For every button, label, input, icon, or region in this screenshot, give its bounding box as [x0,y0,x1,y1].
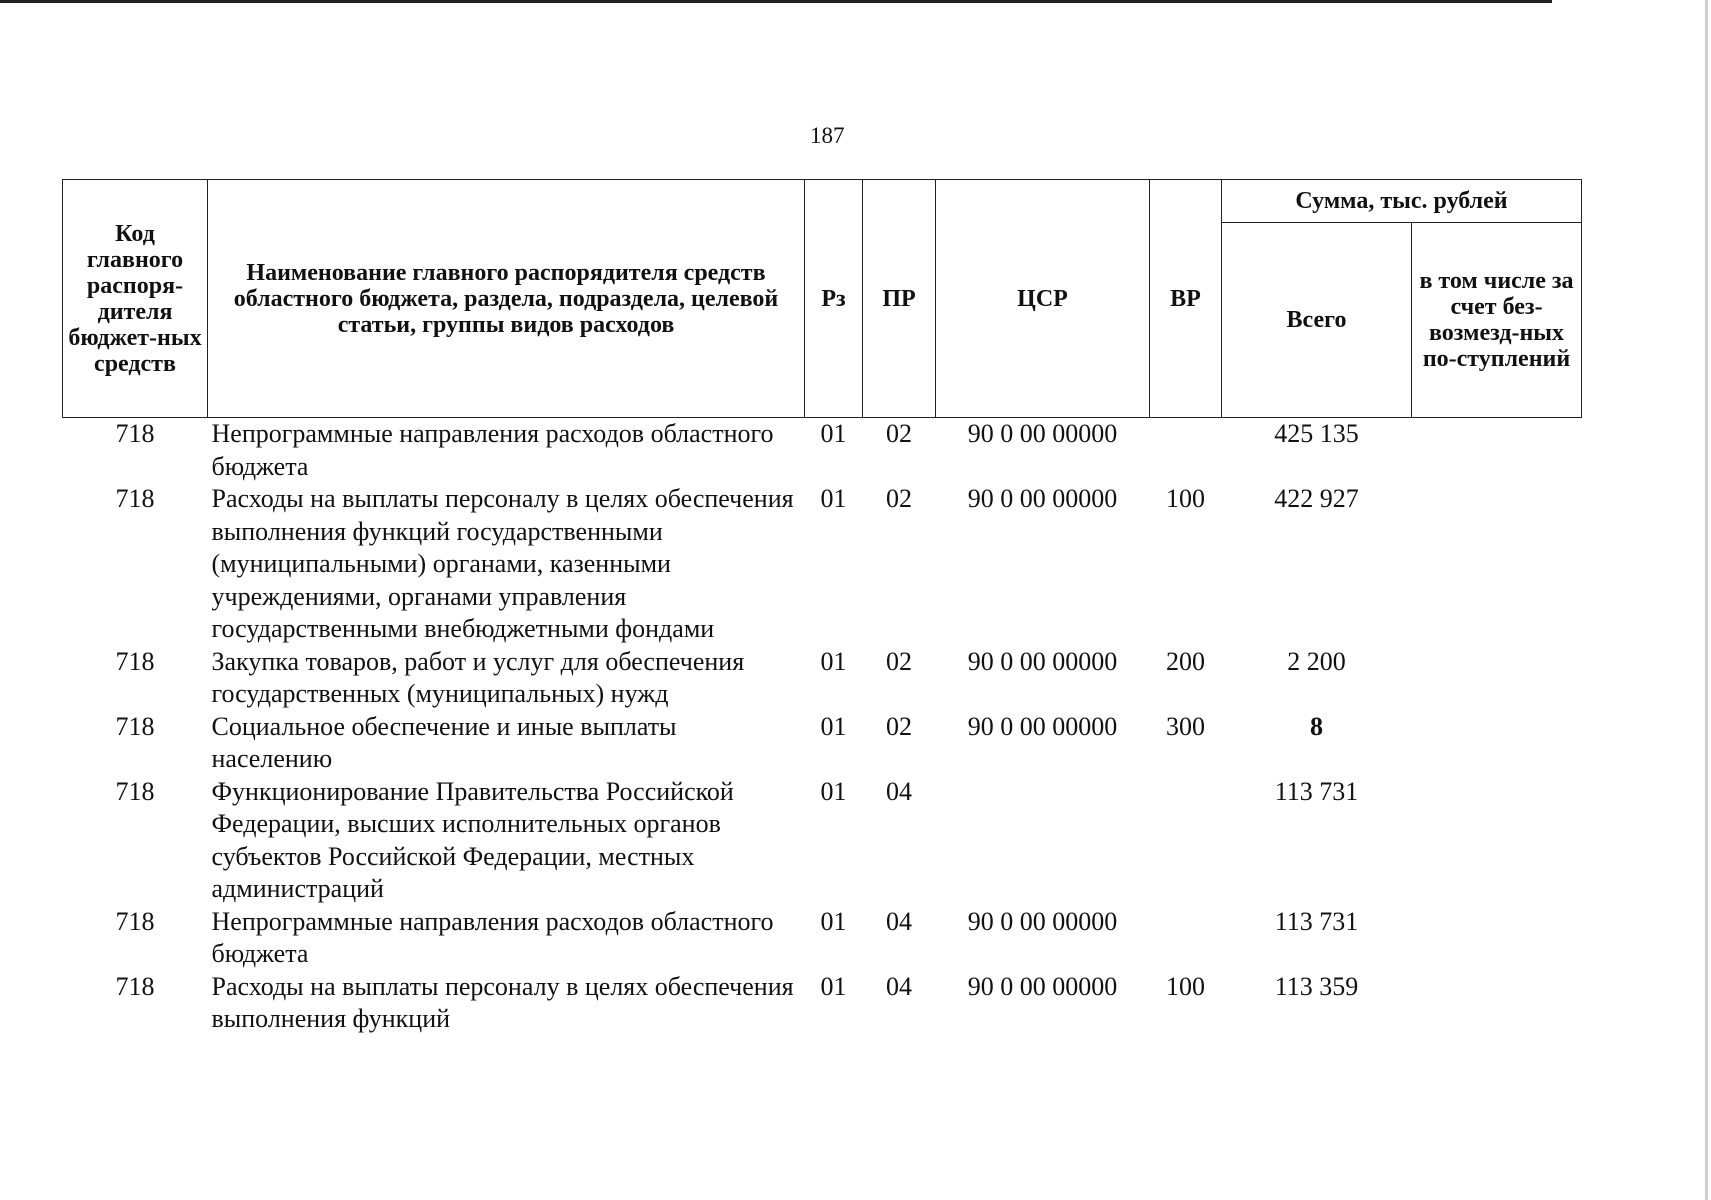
top-rule [0,0,1552,3]
cell-total: 113 731 [1274,906,1359,936]
cell-total: 425 135 [1274,419,1359,448]
cell-vr: 100 [1166,971,1205,1001]
cell-pr: 02 [886,711,912,741]
cell-csr: 90 0 00 00000 [967,971,1118,1001]
table-row [63,711,1582,776]
cell-rz: 01 [820,776,847,806]
cell-code: 718 [115,776,155,806]
cell-name: Расходы на выплаты персоналу в целях обеспечения выполнения функций государственными (муниципальными) органами, казенными учреждениями, органами управления государственными внебюджетными фондами [211,484,794,643]
cell-code: 718 [115,711,155,741]
cell-rz: 01 [820,484,847,513]
header-name: Наименование главного распорядителя средств областного бюджета, раздела, подраздела, целевой статьи, группы видов расходов [208,180,805,418]
cell-pr: 04 [886,971,912,1001]
cell-rz: 01 [820,646,847,676]
cell-name: Закупка товаров, работ и услуг для обеспечения государственных (муниципальных) нужд [211,646,745,708]
cell-incl [1412,711,1582,776]
header-rz: Рз [805,180,863,418]
cell-name: Расходы на выплаты персоналу в целях обеспечения выполнения функций [211,971,794,1033]
cell-incl [1412,906,1582,971]
cell-vr [1150,906,1222,971]
cell-total: 8 [1310,711,1323,741]
cell-name: Непрограммные направления расходов областного бюджета [211,419,774,481]
cell-vr: 200 [1166,646,1205,676]
cell-vr [1150,776,1222,906]
page-number: 187 [810,123,845,148]
header-code: Код главного распоря-дителя бюджет-ных средств [63,180,208,418]
cell-csr: 90 0 00 00000 [967,484,1118,513]
table-row [63,906,1582,971]
cell-total: 113 359 [1274,971,1359,1001]
cell-code: 718 [115,906,155,936]
cell-rz: 01 [820,419,847,448]
cell-code: 718 [115,971,155,1001]
table-row [63,483,1582,646]
cell-code: 718 [115,484,155,513]
cell-total: 422 927 [1274,484,1359,513]
cell-incl [1412,646,1582,711]
cell-csr: 90 0 00 00000 [967,711,1118,741]
cell-csr: 90 0 00 00000 [967,646,1118,676]
cell-code: 718 [115,646,155,676]
table-row [63,646,1582,711]
table-body [63,418,1582,1036]
cell-rz: 01 [820,906,847,936]
header-incl: в том числе за счет без-возмезд-ных по-ступлений [1412,223,1582,418]
table-header [63,180,1582,418]
right-edge-rule [1705,0,1708,1200]
cell-pr: 04 [886,906,912,936]
table-row [63,971,1582,1036]
cell-total: 113 731 [1274,776,1359,806]
cell-total: 2 200 [1287,646,1346,676]
cell-pr: 02 [886,484,912,513]
budget-table [62,179,1582,1036]
header-total: Всего [1222,223,1412,418]
cell-incl [1412,971,1582,1036]
header-csr: ЦСР [936,180,1150,418]
cell-pr: 02 [886,646,912,676]
cell-rz: 01 [820,711,847,741]
cell-name: Непрограммные направления расходов областного бюджета [211,906,774,968]
table-row [63,418,1582,484]
cell-vr [1150,418,1222,484]
cell-code: 718 [115,419,155,448]
table-row [63,776,1582,906]
header-sum: Сумма, тыс. рублей [1222,180,1582,223]
cell-incl [1412,418,1582,484]
cell-vr: 100 [1166,484,1205,513]
header-pr: ПР [863,180,936,418]
cell-csr [936,776,1150,906]
cell-name: Социальное обеспечение и иные выплаты населению [211,711,677,773]
cell-csr: 90 0 00 00000 [967,906,1118,936]
cell-pr: 04 [886,776,912,806]
cell-vr: 300 [1166,711,1205,741]
cell-rz: 01 [820,971,847,1001]
cell-incl [1412,483,1582,646]
cell-pr: 02 [886,419,912,448]
cell-csr: 90 0 00 00000 [967,419,1118,448]
cell-incl [1412,776,1582,906]
header-vr: ВР [1150,180,1222,418]
cell-name: Функционирование Правительства Российской Федерации, высших исполнительных органов субъектов Российской Федерации, местных администраций [211,776,734,903]
